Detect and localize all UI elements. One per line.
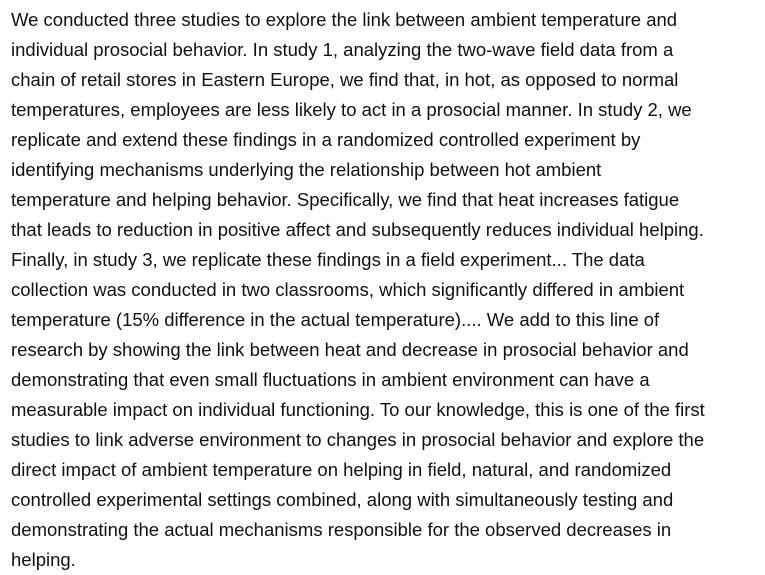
text-line: temperature and helping behavior. Specifically, we find that heat increases fatigue xyxy=(11,189,680,210)
text-line: We conducted three studies to explore the link between ambient temperature and xyxy=(11,9,678,30)
text-line: that leads to reduction in positive affect and subsequently reduces individual helping. xyxy=(11,219,704,240)
text-line: replicate and extend these findings in a randomized controlled experiment by xyxy=(11,129,641,150)
text-line: demonstrating that even small fluctuations in ambient environment can have a xyxy=(11,369,650,390)
text-line: individual prosocial behavior. In study 1, analyzing the two-wave field data from a xyxy=(11,39,674,60)
text-line: measurable impact on individual functioning. To our knowledge, this is one of the first xyxy=(11,399,705,420)
text-line: temperatures, employees are less likely to act in a prosocial manner. In study 2, we xyxy=(11,99,692,120)
text-line: collection was conducted in two classrooms, which significantly differed in ambient xyxy=(11,279,685,300)
text-line: demonstrating the actual mechanisms responsible for the observed decreases in xyxy=(11,519,672,540)
text-line: direct impact of ambient temperature on helping in field, natural, and randomized xyxy=(11,459,672,480)
text-line: chain of retail stores in Eastern Europe, we find that, in hot, as opposed to normal xyxy=(11,69,679,90)
text-line: studies to link adverse environment to changes in prosocial behavior and explore the xyxy=(11,429,705,450)
abstract-paragraph xyxy=(11,5,761,575)
text-line: identifying mechanisms underlying the relationship between hot ambient xyxy=(11,159,602,180)
text-line: research by showing the link between heat and decrease in prosocial behavior and xyxy=(11,339,689,360)
text-line: temperature (15% difference in the actual temperature).... We add to this line of xyxy=(11,309,660,330)
text-line: controlled experimental settings combined, along with simultaneously testing and xyxy=(11,489,674,510)
text-line: Finally, in study 3, we replicate these findings in a field experiment... The data xyxy=(11,249,645,270)
text-line: helping. xyxy=(11,549,76,570)
